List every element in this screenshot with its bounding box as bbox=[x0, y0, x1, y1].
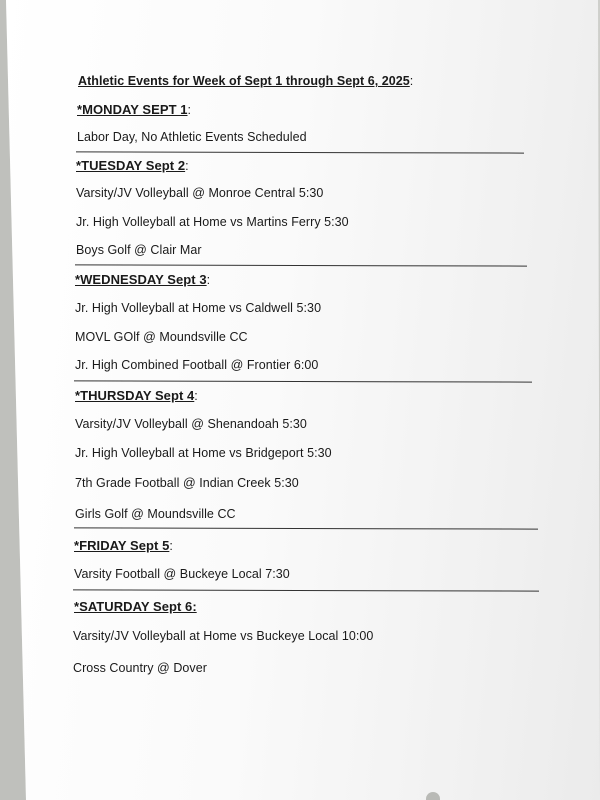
event-item: Varsity/JV Volleyball @ Monroe Central 5:30 bbox=[76, 186, 324, 200]
event-item: Jr. High Volleyball at Home vs Caldwell 5:30 bbox=[75, 301, 322, 315]
event-item: Jr. High Combined Football @ Frontier 6:00 bbox=[75, 358, 319, 372]
day-heading-text: *TUESDAY Sept 2 bbox=[76, 158, 186, 173]
day-heading-text: *WEDNESDAY Sept 3 bbox=[75, 272, 207, 287]
document-title bbox=[78, 74, 413, 88]
title-text: Athletic Events for Week of Sept 1 through Sept 6, 2025 bbox=[78, 74, 410, 88]
day-heading-suffix: : bbox=[185, 159, 189, 173]
day-heading-monday bbox=[77, 102, 191, 117]
event-item: Jr. High Volleyball at Home vs Bridgeport 5:30 bbox=[75, 446, 332, 460]
day-heading-tuesday bbox=[76, 158, 189, 173]
event-item: Varsity Football @ Buckeye Local 7:30 bbox=[74, 567, 290, 581]
day-heading-text: *THURSDAY Sept 4 bbox=[75, 388, 195, 403]
day-heading-thursday bbox=[75, 388, 198, 403]
day-heading-suffix: : bbox=[169, 539, 173, 553]
event-item: Varsity/JV Volleyball @ Shenandoah 5:30 bbox=[75, 417, 307, 431]
day-heading-text: *FRIDAY Sept 5 bbox=[74, 538, 170, 553]
event-item: Jr. High Volleyball at Home vs Martins Ferry 5:30 bbox=[76, 215, 349, 229]
event-item: Labor Day, No Athletic Events Scheduled bbox=[77, 130, 307, 144]
day-heading-suffix: : bbox=[206, 273, 211, 287]
event-item: MOVL GOlf @ Moundsville CC bbox=[75, 330, 248, 344]
event-item: Girls Golf @ Moundsville CC bbox=[75, 507, 236, 521]
day-heading-suffix: : bbox=[187, 103, 192, 117]
day-heading-text: *MONDAY SEPT 1 bbox=[77, 102, 188, 117]
day-heading-saturday bbox=[74, 599, 197, 614]
paper-notch bbox=[426, 792, 440, 800]
event-item: Varsity/JV Volleyball at Home vs Buckeye Local 10:00 bbox=[73, 629, 374, 643]
title-suffix: : bbox=[409, 74, 414, 88]
day-heading-wednesday bbox=[75, 272, 210, 287]
event-item: 7th Grade Football @ Indian Creek 5:30 bbox=[75, 476, 299, 490]
day-heading-suffix: : bbox=[194, 389, 198, 403]
event-item: Cross Country @ Dover bbox=[73, 661, 207, 675]
event-item: Boys Golf @ Clair Mar bbox=[76, 243, 202, 257]
day-heading-friday bbox=[74, 538, 173, 553]
day-heading-text: *SATURDAY Sept 6: bbox=[74, 599, 197, 614]
